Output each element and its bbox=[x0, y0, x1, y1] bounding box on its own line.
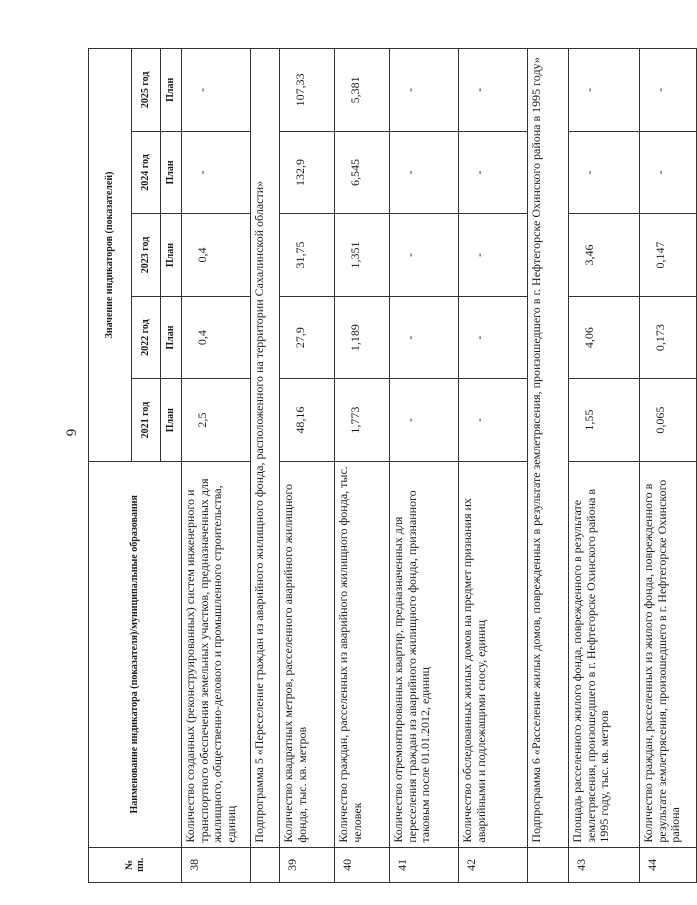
indicator-name: Количество граждан, расселенных из аварийного жилищного фонда, тыс. человек bbox=[335, 461, 390, 847]
value-cell: 0,4 bbox=[182, 296, 251, 379]
value-cell: 0,147 bbox=[640, 214, 697, 297]
year-header: 2025 год bbox=[132, 49, 161, 132]
table-row bbox=[280, 49, 335, 883]
row-number: 41 bbox=[390, 847, 459, 882]
value-cell: 27,9 bbox=[280, 296, 335, 379]
value-cell: - bbox=[569, 49, 640, 132]
indicator-name: Площадь расселенного жилого фонда, поврежденного в результате землетрясения, произошедшего в г. Нефтегорске Охинского района в 1995 году, тыс. кв. метров bbox=[569, 461, 640, 847]
table-row bbox=[182, 49, 251, 883]
value-cell: - bbox=[459, 296, 528, 379]
col-values-header: Значение индикаторов (показателей) bbox=[89, 49, 132, 462]
table-row bbox=[640, 49, 697, 883]
value-cell: 4,06 bbox=[569, 296, 640, 379]
value-cell: 132,9 bbox=[280, 131, 335, 214]
plan-header: План bbox=[161, 49, 182, 132]
indicator-name: Количество обследованных жилых домов на предмет признания их аварийными и подлежащими сносу, единиц bbox=[459, 461, 528, 847]
value-cell: 3,46 bbox=[569, 214, 640, 297]
col-name-header: Наименование индикатора (показателя)/муниципальные образования bbox=[89, 461, 182, 847]
plan-header: План bbox=[161, 214, 182, 297]
value-cell: 0,4 bbox=[182, 214, 251, 297]
value-cell: 5,381 bbox=[335, 49, 390, 132]
year-header: 2021 год bbox=[132, 379, 161, 462]
row-number: 42 bbox=[459, 847, 528, 882]
value-cell: - bbox=[182, 131, 251, 214]
value-cell: - bbox=[390, 296, 459, 379]
value-cell: - bbox=[182, 49, 251, 132]
value-cell: - bbox=[569, 131, 640, 214]
table-row bbox=[390, 49, 459, 883]
value-cell: 1,351 bbox=[335, 214, 390, 297]
year-header: 2022 год bbox=[132, 296, 161, 379]
table-row bbox=[335, 49, 390, 883]
value-cell: - bbox=[459, 379, 528, 462]
indicator-name: Количество квадратных метров, расселенного аварийного жилищного фонда, тыс. кв. метров bbox=[280, 461, 335, 847]
value-cell: 6,545 bbox=[335, 131, 390, 214]
table-row bbox=[569, 49, 640, 883]
rotated-page bbox=[88, 48, 682, 883]
col-no-header: № пп. bbox=[89, 847, 182, 882]
plan-header: План bbox=[161, 379, 182, 462]
table-container bbox=[88, 48, 682, 883]
row-number: 40 bbox=[335, 847, 390, 882]
row-number: 43 bbox=[569, 847, 640, 882]
value-cell: - bbox=[390, 49, 459, 132]
subprogram-row bbox=[528, 49, 569, 883]
value-cell: - bbox=[459, 214, 528, 297]
value-cell: - bbox=[640, 131, 697, 214]
year-header: 2023 год bbox=[132, 214, 161, 297]
value-cell: - bbox=[390, 131, 459, 214]
value-cell: - bbox=[640, 49, 697, 132]
subprogram-title: Подпрограмма 5 «Переселение граждан из аварийного жилищного фонда, расположенного на территории Сахалинской области» bbox=[251, 49, 280, 848]
row-number: 38 bbox=[182, 847, 251, 882]
value-cell: 1,773 bbox=[335, 379, 390, 462]
table-row bbox=[459, 49, 528, 883]
row-number: 39 bbox=[280, 847, 335, 882]
page-number: 6 bbox=[62, 428, 79, 437]
value-cell: - bbox=[459, 49, 528, 132]
year-header: 2024 год bbox=[132, 131, 161, 214]
indicator-name: Количество граждан, расселенных из жилого фонда, поврежденного в результате землетрясения, произошедшего в г. Нефтегорске Охинского района bbox=[640, 461, 697, 847]
value-cell: 107,33 bbox=[280, 49, 335, 132]
indicator-name: Количество отремонтированных квартир, предназначенных для переселения граждан из аварийного жилищного фонда, признанного таковым после 01.01.2012, единиц bbox=[390, 461, 459, 847]
value-cell: 1,55 bbox=[569, 379, 640, 462]
row-number: 44 bbox=[640, 847, 697, 882]
value-cell: 48,16 bbox=[280, 379, 335, 462]
value-cell: 2,5 bbox=[182, 379, 251, 462]
plan-header: План bbox=[161, 131, 182, 214]
subprogram-row bbox=[251, 49, 280, 883]
value-cell: - bbox=[459, 131, 528, 214]
subprogram-title: Подпрограмма 6 «Расселение жилых домов, поврежденных в результате землетрясения, произошедшего в г. Нефтегорске Охинского района в 1995 году» bbox=[528, 49, 569, 848]
indicators-table bbox=[88, 48, 697, 883]
value-cell: 1,189 bbox=[335, 296, 390, 379]
value-cell: - bbox=[390, 379, 459, 462]
value-cell: - bbox=[390, 214, 459, 297]
plan-header: План bbox=[161, 296, 182, 379]
value-cell: 0,173 bbox=[640, 296, 697, 379]
indicator-name: Количество созданных (реконструированных) систем инженерного и транспортного обеспечения земельных участков, предназначенных для жилищного, общественно-делового и промышленного строительства, единиц bbox=[182, 461, 251, 847]
value-cell: 31,75 bbox=[280, 214, 335, 297]
value-cell: 0,065 bbox=[640, 379, 697, 462]
header-row bbox=[89, 49, 132, 883]
